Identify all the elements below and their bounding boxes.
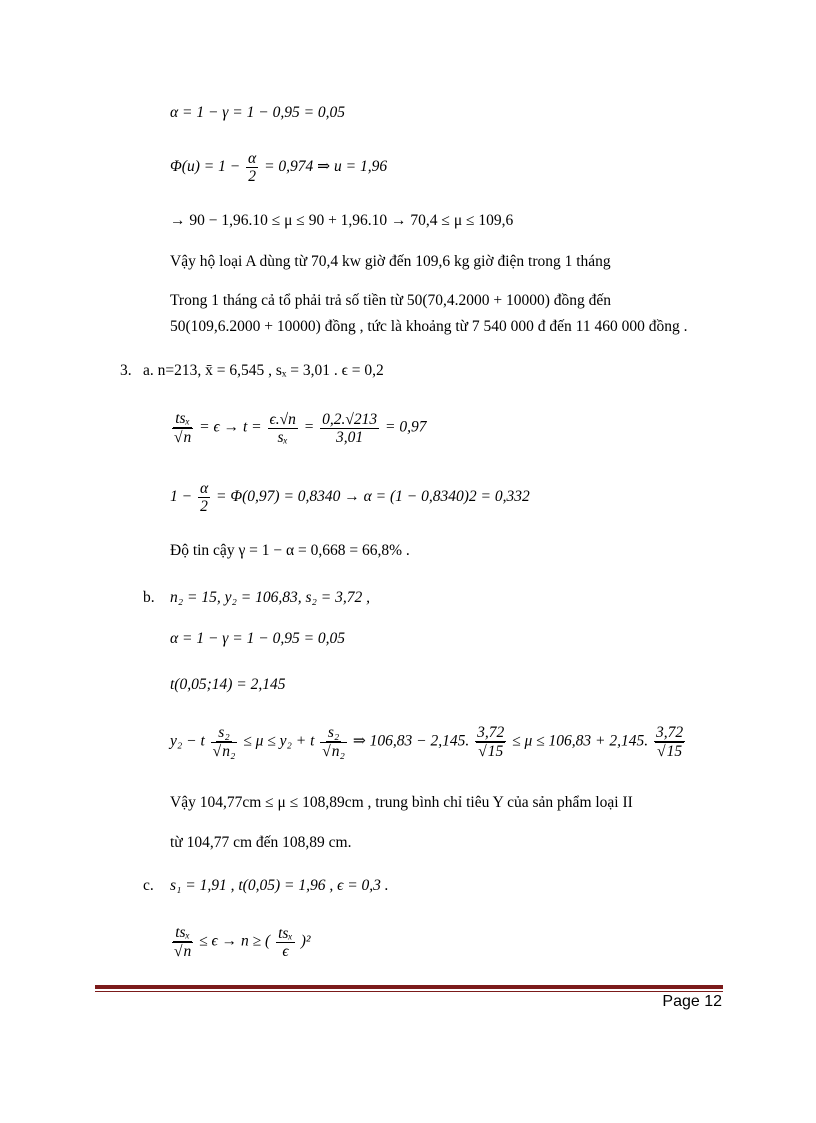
- footer-rule-thin: [95, 991, 723, 992]
- eq-t-crit: t(0,05;14) = 2,145: [170, 676, 286, 693]
- question-number: 3.: [120, 362, 132, 379]
- eq-n-right: )²: [300, 932, 311, 950]
- numerator: tsₓ: [175, 410, 190, 427]
- eq-interval: → 90 − 1,96.10 ≤ μ ≤ 90 + 1,96.10 → 70,4 ≤ μ ≤ 109,6: [170, 212, 514, 229]
- eq-t-right: = 0,97: [385, 418, 427, 436]
- numerator: α: [199, 480, 209, 497]
- numerator: ϵ.√n: [269, 410, 296, 428]
- numerator: 3,72: [477, 724, 505, 741]
- eq-right: = Φ(0,97) = 0,8340 → α = (1 − 0,8340)2 = 0,332: [215, 488, 530, 506]
- page-number: Page 12: [662, 993, 722, 1010]
- fraction: [268, 411, 298, 446]
- fraction: [198, 480, 210, 515]
- denominator: √ n₂: [211, 742, 238, 760]
- part-b-data: n₂ = 15, y₂ = 106,83, s₂ = 3,72 ,: [170, 589, 370, 606]
- text-payment-1: Trong 1 tháng cả tổ phải trả số tiền từ 50(70,4.2000 + 10000) đồng đến: [170, 292, 612, 309]
- denominator: √ 15: [655, 742, 684, 760]
- fraction: [172, 924, 193, 960]
- part-a-data: a. n=213, x̄ = 6,545 , sₓ = 3,01 . ϵ = 0,2: [143, 362, 384, 379]
- numerator: 0,2.√213: [322, 410, 378, 428]
- numerator: α: [248, 150, 257, 167]
- fraction: [320, 411, 379, 446]
- numerator: tsₓ: [175, 924, 190, 941]
- fraction: [276, 925, 295, 960]
- eq-alpha: α = 1 − γ = 1 − 0,95 = 0,05: [170, 104, 346, 121]
- denominator: √ 15: [476, 742, 505, 760]
- text-confidence: Độ tin cậy γ = 1 − α = 0,668 = 66,8% .: [170, 542, 410, 559]
- footer-rule: [95, 985, 723, 989]
- eq-t: tsₓ √ n = ϵ → t = $\frac{\epsilon.√n}{\text{sₓ}}$ = $\frac{0,2.√213}{3,01}$ = 0,97: [170, 410, 426, 446]
- eq-alpha-phi: [170, 480, 530, 515]
- eq-phi-right: = 0,974 ⇒ u = 1,96: [264, 158, 388, 176]
- eq-phi-left: Φ(u) = 1 −: [170, 158, 241, 176]
- numerator: 3,72: [656, 724, 684, 741]
- eq-phi: [170, 150, 387, 185]
- denominator: √ n: [172, 428, 193, 446]
- text-conclusion-a: Vậy hộ loại A dùng từ 70,4 kw giờ đến 109,6 kg giờ điện trong 1 tháng: [170, 253, 611, 270]
- fraction: [654, 724, 685, 760]
- fraction: [211, 724, 238, 760]
- text-payment-2: 50(109,6.2000 + 10000) đồng , tức là khoảng từ 7 540 000 đ đến 11 460 000 đồng .: [170, 318, 688, 335]
- fraction: [320, 724, 347, 760]
- part-b-label: b.: [143, 589, 155, 606]
- seg-2: ≤ μ ≤ y₂ + t: [243, 732, 315, 750]
- denominator: 3,01: [336, 428, 364, 446]
- fraction: [246, 150, 258, 185]
- numerator: tsₓ: [278, 924, 293, 942]
- fraction: [475, 724, 506, 760]
- denominator: 2: [200, 498, 208, 515]
- text-conclusion-b2: từ 104,77 cm đến 108,89 cm.: [170, 834, 352, 851]
- part-c-label: c.: [143, 877, 154, 894]
- eq-t-mid: = ϵ → t =: [199, 418, 262, 436]
- eq-left: 1 −: [170, 488, 193, 506]
- numerator: s₂: [218, 724, 230, 741]
- seg-1: y₂ − t: [170, 732, 205, 750]
- fraction: [172, 410, 193, 446]
- denominator: ϵ: [282, 942, 289, 960]
- seg-4: ≤ μ ≤ 106,83 + 2,145.: [512, 732, 649, 750]
- denominator: √ n: [172, 942, 193, 960]
- seg-3: ⇒ 106,83 − 2,145.: [352, 732, 470, 750]
- eq-interval-b: [170, 724, 687, 760]
- eq-alpha-b: α = 1 − γ = 1 − 0,95 = 0,05: [170, 630, 346, 647]
- eq-n-mid: ≤ ϵ → n ≥ (: [199, 932, 271, 950]
- denominator: 2: [248, 168, 256, 185]
- part-c-data: s₁ = 1,91 , t(0,05) = 1,96 , ϵ = 0,3 .: [170, 877, 389, 894]
- text-conclusion-b1: Vậy 104,77cm ≤ μ ≤ 108,89cm , trung bình chỉ tiêu Y của sản phẩm loại II: [170, 794, 633, 811]
- numerator: s₂: [327, 724, 340, 741]
- denominator: sₓ: [277, 428, 288, 446]
- denominator: √ n₂: [320, 742, 347, 760]
- eq-n: [170, 924, 311, 960]
